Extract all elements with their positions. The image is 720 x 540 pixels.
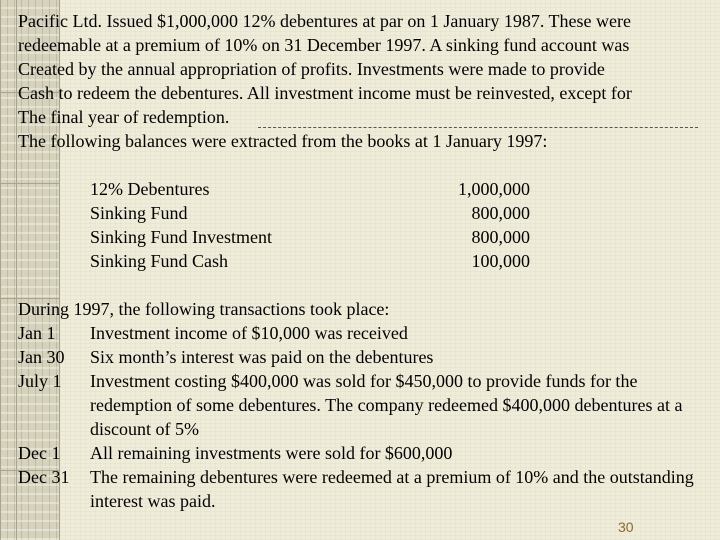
transaction-date: Dec 31	[18, 467, 70, 487]
transaction-description: Investment income of $10,000 was received	[90, 323, 408, 343]
transaction-description: Investment costing $400,000 was sold for $450,000 to provide funds for the redemption of some debentures. The company redeemed $400,000 debentures at a discount of 5%	[90, 371, 683, 439]
page-number: 30	[618, 519, 634, 535]
intro-line: redeemable at a premium of 10% on 31 December 1997. A sinking fund account was	[18, 35, 630, 55]
transaction-date: Jan 1	[18, 323, 56, 343]
balance-account: 12% Debentures	[90, 179, 210, 199]
intro-line: Created by the annual appropriation of profits. Investments were made to provide	[18, 59, 605, 79]
balance-account: Sinking Fund	[90, 203, 188, 223]
transaction-description: All remaining investments were sold for $600,000	[90, 443, 453, 463]
band-rule	[0, 0, 1, 540]
balance-account: Sinking Fund Cash	[90, 251, 229, 271]
balance-amount: 1,000,000	[458, 179, 530, 199]
band-rule	[16, 0, 17, 540]
balance-amount: 100,000	[471, 251, 530, 271]
dashed-leader	[258, 127, 698, 128]
intro-line: The following balances were extracted from the books at 1 January 1997:	[18, 131, 548, 151]
balance-account: Sinking Fund Investment	[90, 227, 273, 247]
intro-line: The final year of redemption.	[18, 107, 230, 127]
intro-line: Cash to redeem the debentures. All investment income must be reinvested, except for	[18, 83, 632, 103]
transaction-description: Six month’s interest was paid on the debentures	[90, 347, 434, 367]
transaction-description: The remaining debentures were redeemed at a premium of 10% and the outstanding interest was paid.	[90, 467, 694, 511]
transaction-date: Jan 30	[18, 347, 65, 367]
balance-amount: 800,000	[471, 203, 530, 223]
transaction-date: July 1	[18, 371, 62, 391]
intro-line: Pacific Ltd. Issued $1,000,000 12% debentures at par on 1 January 1987. These were	[18, 11, 632, 31]
transactions-heading: During 1997, the following transactions took place:	[18, 299, 390, 319]
balance-amount: 800,000	[471, 227, 530, 247]
band-rule	[0, 183, 60, 184]
transaction-date: Dec 1	[18, 443, 61, 463]
